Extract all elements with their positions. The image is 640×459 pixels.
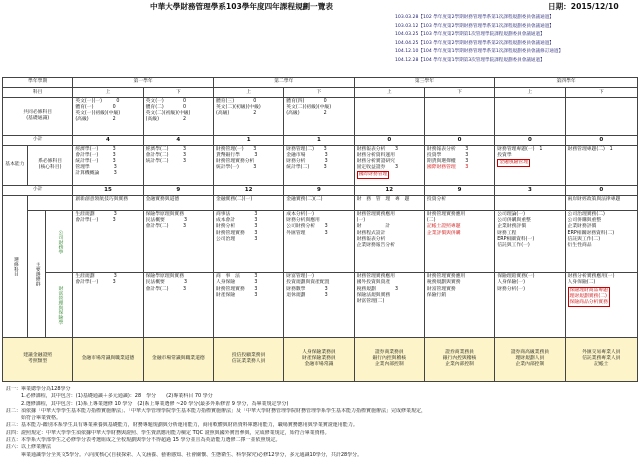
- course-cell: 生涯規劃 3 會計學(一) 3: [73, 273, 143, 337]
- year1-header: 第一學年: [73, 78, 214, 88]
- highlight-course: 記帳士證照專題 企業評價與併購: [426, 224, 461, 236]
- year4-header: 第四學年: [495, 78, 638, 88]
- footnote-line: 註一：畢業總學分為128學分: [6, 386, 71, 392]
- course-list: 財務報表分析 3 投資學 3 期貨與選擇權 3: [426, 146, 469, 165]
- course-cell: 體育(三) 0 英文(二)(初級)(中級) (高級) 2: [213, 98, 283, 136]
- cert-label: 建議金融證照 考照類型: [3, 337, 73, 381]
- course-cell: 財 務 管 理 專 題: [354, 195, 424, 211]
- highlight-course: 金融風險管理: [497, 159, 530, 167]
- course-cell: 商 事 法 3 人身保險 3 財務管理實務 3 財產保險 3: [213, 273, 283, 337]
- course-cell: [495, 98, 565, 136]
- revision-line: 103.03.28【102 學年度第2學期財務管理學系第1次課程規劃委員會議通過】: [395, 15, 554, 20]
- footnote-line: 註三：基本能力-鑑別本系學生具有專業素養與基礎能力，財務專題規劃與分析運用能力，商用軟體與財經資料庫應用能力，職場實務應用與學業實證運用能力。: [6, 422, 358, 429]
- basic-ability-label: 基本能力: [3, 145, 28, 185]
- footnote-line: 始符合畢業資格。: [6, 415, 62, 422]
- footnotes: [6, 386, 638, 459]
- highlight-course: 國際財務管理: [357, 171, 390, 179]
- course-cell: 保險學原理與實務 民法概要 3 會計學(二) 3: [143, 273, 213, 337]
- revision-history: [395, 14, 635, 66]
- track-wealth-label: 財富管理與保險學: [46, 273, 73, 337]
- track-finance-label: 公司財務學: [46, 211, 73, 273]
- highlight-course: 保險理財商品專題 理財規劃實務(二) 保險商品分析實務: [568, 287, 610, 307]
- course-cell: 公司理論(一) 公司併購與重整 企業財務評價 財務工程 ERP相關資料(一) 信託與工作(一): [495, 211, 565, 273]
- course-cell: [354, 145, 424, 185]
- revision-line: 104.12.28【104 學年度第1學期第3次管理學院課程規劃委員會議通過】: [395, 57, 545, 63]
- course-cell: 金融實務(二)(二): [284, 195, 354, 211]
- year3-header: 第三學年: [354, 78, 495, 88]
- course-cell: 投資分析: [424, 195, 494, 211]
- gen-required-label: 共同必修科目 (基礎通識): [3, 98, 73, 136]
- revision-line: 104.04.25【103 學年度第2學期財務管理學系第2次課程規劃委員會議通過】: [395, 40, 554, 46]
- course-cell: 商事法 3 成本會計 3 財務分析 3 財務管理實務 3 公司治理 3: [213, 211, 283, 273]
- course-cell: 財務管理實務應用 (一) 財 計 財務程式設計 財務報表分析 企業財務報告分析: [354, 211, 424, 273]
- semester-down: 下: [143, 88, 213, 98]
- course-cell: 英文(一) 0 體育(二) 0 英文(二)(初級)(中級) (高級) 2: [143, 98, 213, 136]
- course-list: 財務報表分析 3 財務分析資料運用 財務分析實證研究 固定收益證券 3: [356, 146, 399, 171]
- course-cell: 財務管理實務應用 國外投資與資產 稅務規劃 3 保險法規與實務 財富管理(二): [354, 273, 424, 337]
- cert-cell: 金融市場常識與職業道德: [73, 337, 143, 381]
- course-cell: 經濟學(一) 3 會計學(一) 3 統計學(一) 3 管理學 3 計算機概論 3: [73, 145, 143, 185]
- course-cell: [424, 98, 494, 136]
- course-cell: 金融實務與道德: [143, 195, 213, 211]
- subtotal-value: 0: [424, 135, 494, 145]
- course-cell: 經濟學(二) 3 會計學(二) 3 統計學(二) 3: [143, 145, 213, 185]
- semester-up: 上: [73, 88, 143, 98]
- subtotal-value: 4: [73, 135, 143, 145]
- course-cell: [424, 211, 494, 273]
- course-list: 財務管理實務應用 (二): [426, 212, 466, 224]
- course-cell: 金融實務(二)(一): [213, 195, 283, 211]
- footnote-line: 註四：證照規定：中華大學學生須依據中華大學財務與證照、學生資訊應用能力檢定 TQC 證照與國外實習參與，完成修業規定，始符合畢業資格。: [6, 429, 330, 436]
- course-cell: 財務管理實務應用 稅務規劃與實務 財富管理實務 保險行銷: [424, 273, 494, 337]
- footnote-line: 2.選修課程，其中包含：(1)系上專業選修 10 學分 (2)系上專業選修 ~20 學分(最多外系修習 9 學分，為畢業規定學分): [6, 400, 289, 407]
- course-cell: 體育(四) 0 英文(二)(初級)(中級) (高級) 2: [284, 98, 354, 136]
- course-cell: [565, 273, 637, 337]
- revision-line: 103.03.12【103 學年度第2學期財務管理學系第1次課程規劃委員會議通過】: [395, 23, 554, 29]
- subtotal-value: 15: [73, 185, 143, 195]
- footnote-line: 註五：本學系大學部學生之必修學分表考選組成之全校規劃與學分不得超過 15 學分並且為英語能力選修二擇一並依照規定。: [6, 437, 281, 444]
- footnote-line: 1.必修課程，其中包含：(1)基礎通識＋多元通識)：28 學分 (2)專業科目 70 學分: [6, 393, 213, 400]
- course-cell: 創新創意領航技巧與實務: [73, 195, 143, 211]
- semester-up: 上: [354, 88, 424, 98]
- term-header: 學年學期: [3, 78, 73, 88]
- revision-line: 104.12.10【104 學年度第1學期財務管理學系第1次課程規劃委員會議修訂通過】: [395, 49, 564, 55]
- subtotal-value: 9: [143, 185, 213, 195]
- course-cell: [354, 98, 424, 136]
- semester-up: 上: [213, 88, 283, 98]
- curriculum-table: [2, 77, 638, 382]
- revision-line: 104.03.25【103 學年度第2學期第1次管理學院課程規劃委員會議通過】: [395, 32, 545, 38]
- essential-label: [27, 195, 73, 211]
- subtotal-value: 0: [565, 185, 637, 195]
- year2-header: 第二學年: [213, 78, 354, 88]
- cert-cell: 人身保險業務員 財產保險業務員 金融市場常識: [284, 337, 354, 381]
- core-required-label: 系必修科目 (核心科目): [27, 145, 73, 185]
- subtotal-value: 9: [424, 185, 494, 195]
- semester-down: 下: [424, 88, 494, 98]
- cert-cell: 投信投顧業務員 信託業業務人員: [213, 337, 283, 381]
- semester-down: 下: [565, 88, 637, 98]
- document-date: 日期：2015/12/10: [548, 2, 619, 11]
- course-cell: 財務管理(二) 3 金融市場 3 財務分析 3 統計學(二) 3: [284, 145, 354, 185]
- course-cell: 兩岸財經政策與法律專題: [565, 195, 637, 211]
- subtotal-value: 0: [354, 135, 424, 145]
- footnote-line: 註二：須依據「中華大學學生基本能力指標實施辦法」、「中華大學管理學院學生基本能力指標實施辦法」及「中華大學財務管理學院財務管理學系學生基本能力指標實施辦法」完成修業規定，: [6, 407, 427, 414]
- footnote-line: 註六：以上修業辦法: [6, 444, 52, 451]
- subtotal-label: 小計: [3, 135, 73, 145]
- course-cell: 英文(一)(一) 0 體育(一) 0 英文(一)(初級)(中級) (高級) 2: [73, 98, 143, 136]
- course-cell: 生涯規劃 3 會計學(一) 3: [73, 211, 143, 273]
- course-cell: 公司治理實務(二) 公司併購與重整 企業財務評價 ERP相關財務資料(二) 信託與工作(二) 衍生性商品: [565, 211, 637, 273]
- course-cell: 成本分析(一) 財務分析與應用 公司財務分析 3 外匯管理 3: [284, 211, 354, 273]
- subtotal-label: 小計: [3, 185, 73, 195]
- course-list: 財務分析實務應用(一) 人身保險(二): [567, 274, 615, 286]
- elective-group-label: 主要選修群: [27, 211, 46, 337]
- course-cell: 保險學原理與實務 民法概要 3 會計學(二) 3: [143, 211, 213, 273]
- cert-cell: 證券商業務員 銀行內控與稽核 企業內部控制: [354, 337, 424, 381]
- highlight-course: 國際財務管理 3: [426, 165, 469, 171]
- course-cell: 財務管理專題(二) 1: [565, 145, 637, 185]
- cert-cell: 金融市場常識與職業道德: [143, 337, 213, 381]
- subtotal-value: 12: [213, 185, 283, 195]
- course-cell: 財富管理(一) 投資規劃與資產配置 財務數學 3 退休規劃 3: [284, 273, 354, 337]
- semester-up: 上: [495, 88, 565, 98]
- course-cell: [495, 195, 565, 211]
- subtotal-value: 1: [284, 135, 354, 145]
- cert-cell: 證券商業務員 銀行內控與稽核 企業內部控制: [424, 337, 494, 381]
- page-title: 中華大學財務管理學系103學年度四年課程規劃一覽表: [150, 2, 333, 11]
- cert-cell: 證券商高級業務員 理財規劃人員 企業內部控制: [495, 337, 565, 381]
- course-cell: [565, 98, 637, 136]
- subtotal-value: 9: [284, 185, 354, 195]
- subtotal-value: 1: [213, 135, 283, 145]
- cert-cell: 外匯交易專業人員 信託業務專業人員 記帳士: [565, 337, 637, 381]
- semester-down: 下: [284, 88, 354, 98]
- course-cell: 財務管理(一) 3 貨幣銀行學 3 財務管理實務分析 統計學(一) 3: [213, 145, 283, 185]
- course-cell: [495, 145, 565, 185]
- subtotal-value: 12: [354, 185, 424, 195]
- elective-label: 選修科目: [3, 195, 28, 337]
- footnote-line: 畢業通識學分全英文5學分。六向度核心(自我探索、人文涵養、藝術感知、社會關懷、生態衛生、科學探究)必修12學分，多元通識10學分，共計28學分。: [6, 451, 363, 458]
- subtotal-value: 0: [495, 135, 565, 145]
- subtotal-value: 0: [565, 135, 637, 145]
- subject-header: 科目: [3, 88, 73, 98]
- course-cell: 保險理賠實務(一) 人身保險(一) 財務分析(一): [495, 273, 565, 337]
- subtotal-value: 3: [495, 185, 565, 195]
- subtotal-value: 4: [143, 135, 213, 145]
- course-list: 財務管理專題(一) 1 投資學: [497, 146, 543, 158]
- course-cell: [424, 145, 494, 185]
